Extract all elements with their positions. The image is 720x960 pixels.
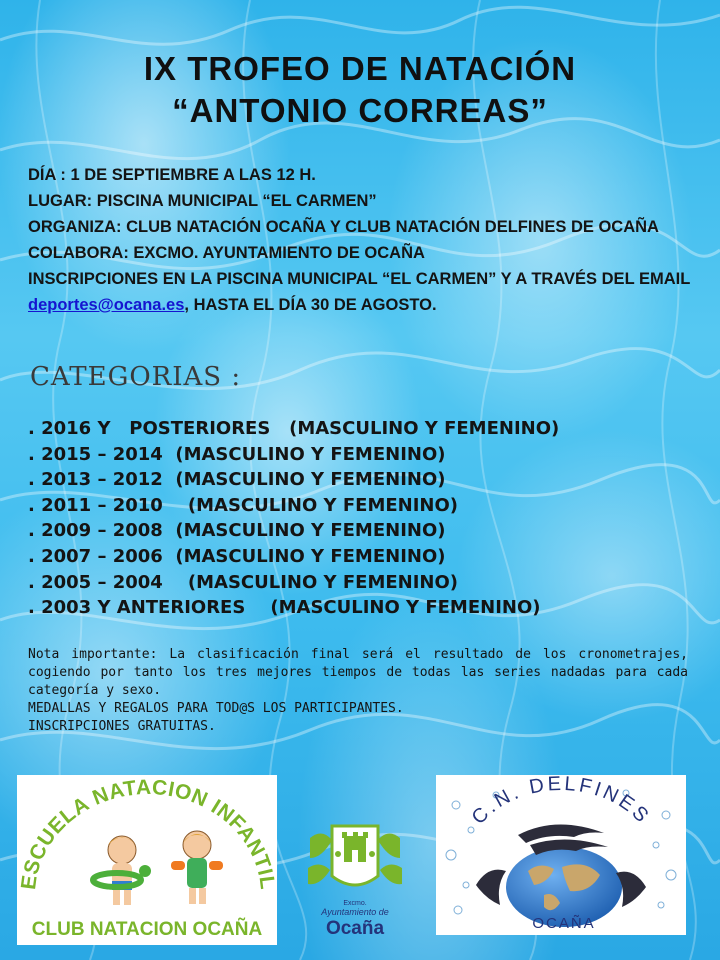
free-registration-line: INSCRIPCIONES GRATUITAS. bbox=[28, 719, 216, 734]
club-natacion-ocana-text: CLUB NATACION OCAÑA bbox=[31, 919, 263, 940]
collaborator-line: COLABORA: EXCMO. AYUNTAMIENTO DE OCAÑA bbox=[28, 244, 425, 262]
note-paragraph: Nota importante: La clasificación final será el resultado de los cronometrajes, cogiendo por tanto los tres mejores tiempos de todas las series nadadas para cada categoría y sexo. bbox=[28, 647, 688, 698]
girl-swimmer-icon bbox=[171, 831, 223, 904]
category-item: . 2003 Y ANTERIORES (MASCULINO Y FEMENINO) bbox=[28, 597, 541, 619]
category-item: . 2011 – 2010 (MASCULINO Y FEMENINO) bbox=[28, 494, 459, 516]
delfines-club-logo-art bbox=[436, 775, 686, 935]
category-item: . 2007 – 2006 (MASCULINO Y FEMENINO) bbox=[28, 545, 446, 567]
swim-school-arc-text: ESCUELA NATACION INFANTIL bbox=[17, 775, 277, 891]
town-hall-logo bbox=[302, 818, 408, 938]
swim-school-logo bbox=[17, 775, 277, 945]
town-hall-ocana-text: Ocaña bbox=[325, 918, 385, 938]
category-item: . 2013 – 2012 (MASCULINO Y FEMENINO) bbox=[28, 469, 446, 491]
delfines-arc-text: C.N. DELFINES bbox=[467, 775, 655, 829]
categories-list bbox=[28, 416, 559, 621]
email-link[interactable]: deportes@ocana.es bbox=[28, 296, 185, 314]
important-note bbox=[28, 646, 688, 736]
registration-line bbox=[28, 266, 690, 318]
category-item: . 2009 – 2008 (MASCULINO Y FEMENINO) bbox=[28, 520, 446, 542]
title-line-2: “ANTONIO CORREAS” bbox=[172, 92, 548, 129]
title-line-1: IX TROFEO DE NATACIÓN bbox=[143, 50, 577, 87]
category-item: . 2016 Y POSTERIORES (MASCULINO Y FEMENINO) bbox=[28, 418, 560, 439]
event-info bbox=[28, 162, 690, 318]
category-item: . 2005 – 2004 (MASCULINO Y FEMENINO) bbox=[28, 571, 459, 593]
delfines-club-logo bbox=[436, 775, 686, 935]
location-line: LUGAR: PISCINA MUNICIPAL “EL CARMEN” bbox=[28, 192, 377, 210]
town-hall-ayuntamiento-text: Ayuntamiento de bbox=[321, 907, 389, 917]
swim-school-logo-art bbox=[17, 775, 277, 945]
svg-text:C.N. DELFINES bbox=[468, 775, 655, 829]
town-hall-crest-icon bbox=[302, 818, 408, 938]
organizer-line: ORGANIZA: CLUB NATACIÓN OCAÑA Y CLUB NATACIÓN DELFINES DE OCAÑA bbox=[28, 218, 659, 236]
delfines-ocana-text: OCAÑA bbox=[532, 915, 596, 932]
date-line: DÍA : 1 DE SEPTIEMBRE A LAS 12 H. bbox=[28, 166, 316, 184]
category-item: . 2015 – 2014 (MASCULINO Y FEMENINO) bbox=[28, 443, 446, 465]
registration-deadline: , HASTA EL DÍA 30 DE AGOSTO. bbox=[184, 296, 437, 314]
boy-swimmer-icon bbox=[93, 836, 151, 905]
town-hall-excmo-text: Excmo. bbox=[343, 900, 367, 907]
categories-heading: CATEGORIAS : bbox=[30, 362, 242, 392]
medals-line: MEDALLAS Y REGALOS PARA TOD@S LOS PARTICIPANTES. bbox=[28, 701, 404, 716]
registration-text: INSCRIPCIONES EN LA PISCINA MUNICIPAL “EL CARMEN” Y A TRAVÉS DEL EMAIL bbox=[28, 270, 690, 288]
